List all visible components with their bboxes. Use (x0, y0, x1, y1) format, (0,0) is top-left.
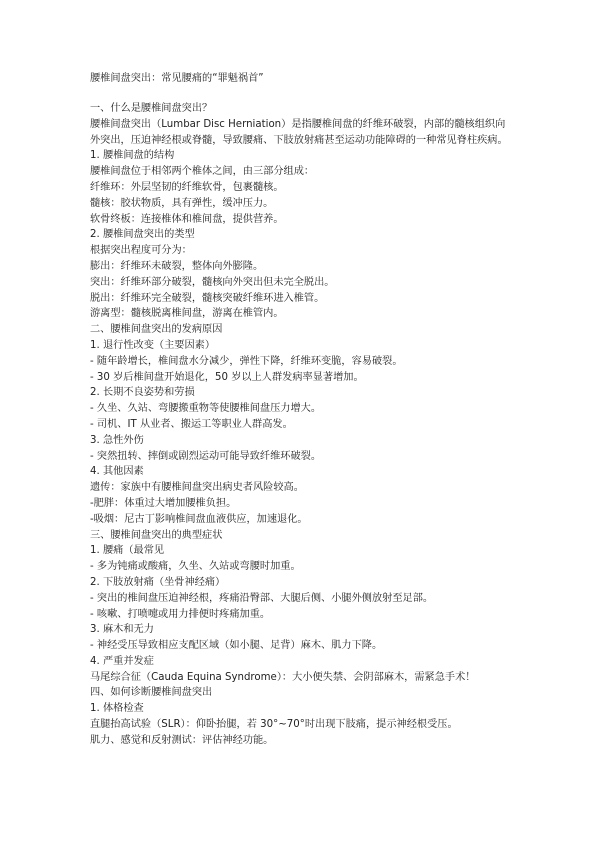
paragraph-line: 膨出：纤维环未破裂，整体向外膨隆。 (90, 260, 264, 272)
section-heading: 四、如何诊断腰椎间盘突出 (90, 687, 213, 699)
section-heading: 一、什么是腰椎间盘突出？ (90, 103, 213, 114)
subsection-heading: 3. 麻木和无力 (90, 624, 154, 636)
document-title: 腰椎间盘突出：常见腰痛的“罪魁祸首” (90, 73, 264, 84)
subsection-heading: 4. 严重并发症 (90, 655, 154, 667)
paragraph-line: 软骨终板：连接椎体和椎间盘，提供营养。 (90, 213, 284, 225)
paragraph-line: 脱出：纤维环完全破裂，髓核突破纤维环进入椎管。 (90, 292, 325, 304)
list-item: - 突然扭转、摔倒或剧烈运动可能导致纤维环破裂。 (90, 450, 322, 462)
paragraph-line: 遗传：家族中有腰椎间盘突出病史者风险较高。 (90, 482, 304, 494)
paragraph-line: 肌力、感觉和反射测试：评估神经功能。 (90, 734, 274, 746)
paragraph-line: 腰椎间盘位于相邻两个椎体之间，由三部分组成： (90, 166, 315, 178)
subsection-heading: 1. 体格检查 (90, 703, 144, 715)
subsection-heading: 2. 长期不良姿势和劳损 (90, 387, 195, 399)
paragraph-line: 髓核：胶状物质，具有弹性，缓冲压力。 (90, 197, 274, 209)
subsection-heading: 1. 退行性改变（主要因素） (90, 339, 216, 351)
list-item: -吸烟：尼古丁影响椎间盘血液供应，加速退化。 (90, 513, 308, 525)
paragraph-line: 突出：纤维环部分破裂，髓核向外突出但未完全脱出。 (90, 276, 335, 288)
subsection-heading: 2. 下肢放射痛（坐骨神经痛） (90, 576, 226, 588)
list-item: - 随年龄增长，椎间盘水分减少，弹性下降，纤维环变脆，容易破裂。 (90, 355, 403, 367)
paragraph-line: 直腿抬高试验（SLR）：仰卧抬腿，若 30°~70°时出现下肢痛，提示神经根受压。 (90, 719, 458, 731)
paragraph-line: 纤维环：外层坚韧的纤维软骨，包裹髓核。 (90, 181, 284, 193)
section-heading: 二、腰椎间盘突出的发病原因 (90, 324, 223, 336)
subsection-heading: 1. 腰痛（最常见 (90, 545, 165, 557)
document-body (90, 101, 510, 749)
list-item: - 久坐、久站、弯腰搬重物等使腰椎间盘压力增大。 (90, 403, 322, 415)
subsection-heading: 3. 急性外伤 (90, 434, 144, 446)
list-item: - 神经受压导致相应支配区域（如小腿、足背）麻木、肌力下降。 (90, 640, 383, 652)
paragraph-line: 马尾综合征（Cauda Equina Syndrome）：大小便失禁、会阴部麻木，需紧急手术！ (90, 671, 476, 683)
paragraph-line: 游离型：髓核脱离椎间盘，游离在椎管内。 (90, 308, 284, 320)
subsection-heading: 1. 腰椎间盘的结构 (90, 150, 175, 162)
list-item: - 咳嗽、打喷嚏或用力排便时疼痛加重。 (90, 608, 271, 620)
list-item: - 司机、IT 从业者、搬运工等职业人群高发。 (90, 418, 293, 430)
paragraph-line: 腰椎间盘突出（Lumbar Disc Herniation）是指腰椎间盘的纤维环破裂，内部的髓核组织向 (90, 118, 506, 130)
list-item: - 突出的椎间盘压迫神经根，疼痛沿臀部、大腿后侧、小腿外侧放射至足部。 (90, 592, 434, 604)
list-item: - 30 岁后椎间盘开始退化，50 岁以上人群发病率显著增加。 (90, 371, 364, 383)
section-heading: 三、腰椎间盘突出的典型症状 (90, 529, 223, 541)
paragraph-line: 外突出，压迫神经根或脊髓，导致腰痛、下肢放射痛甚至运动功能障碍的一种常见脊柱疾病。 (90, 134, 508, 146)
paragraph-line: 根据突出程度可分为： (90, 245, 192, 257)
list-item: - 多为钝痛或酸痛，久坐、久站或弯腰时加重。 (90, 561, 301, 573)
subsection-heading: 4. 其他因素 (90, 466, 144, 478)
list-item: -肥胖：体重过大增加腰椎负担。 (90, 497, 237, 509)
subsection-heading: 2. 腰椎间盘突出的类型 (90, 229, 195, 241)
